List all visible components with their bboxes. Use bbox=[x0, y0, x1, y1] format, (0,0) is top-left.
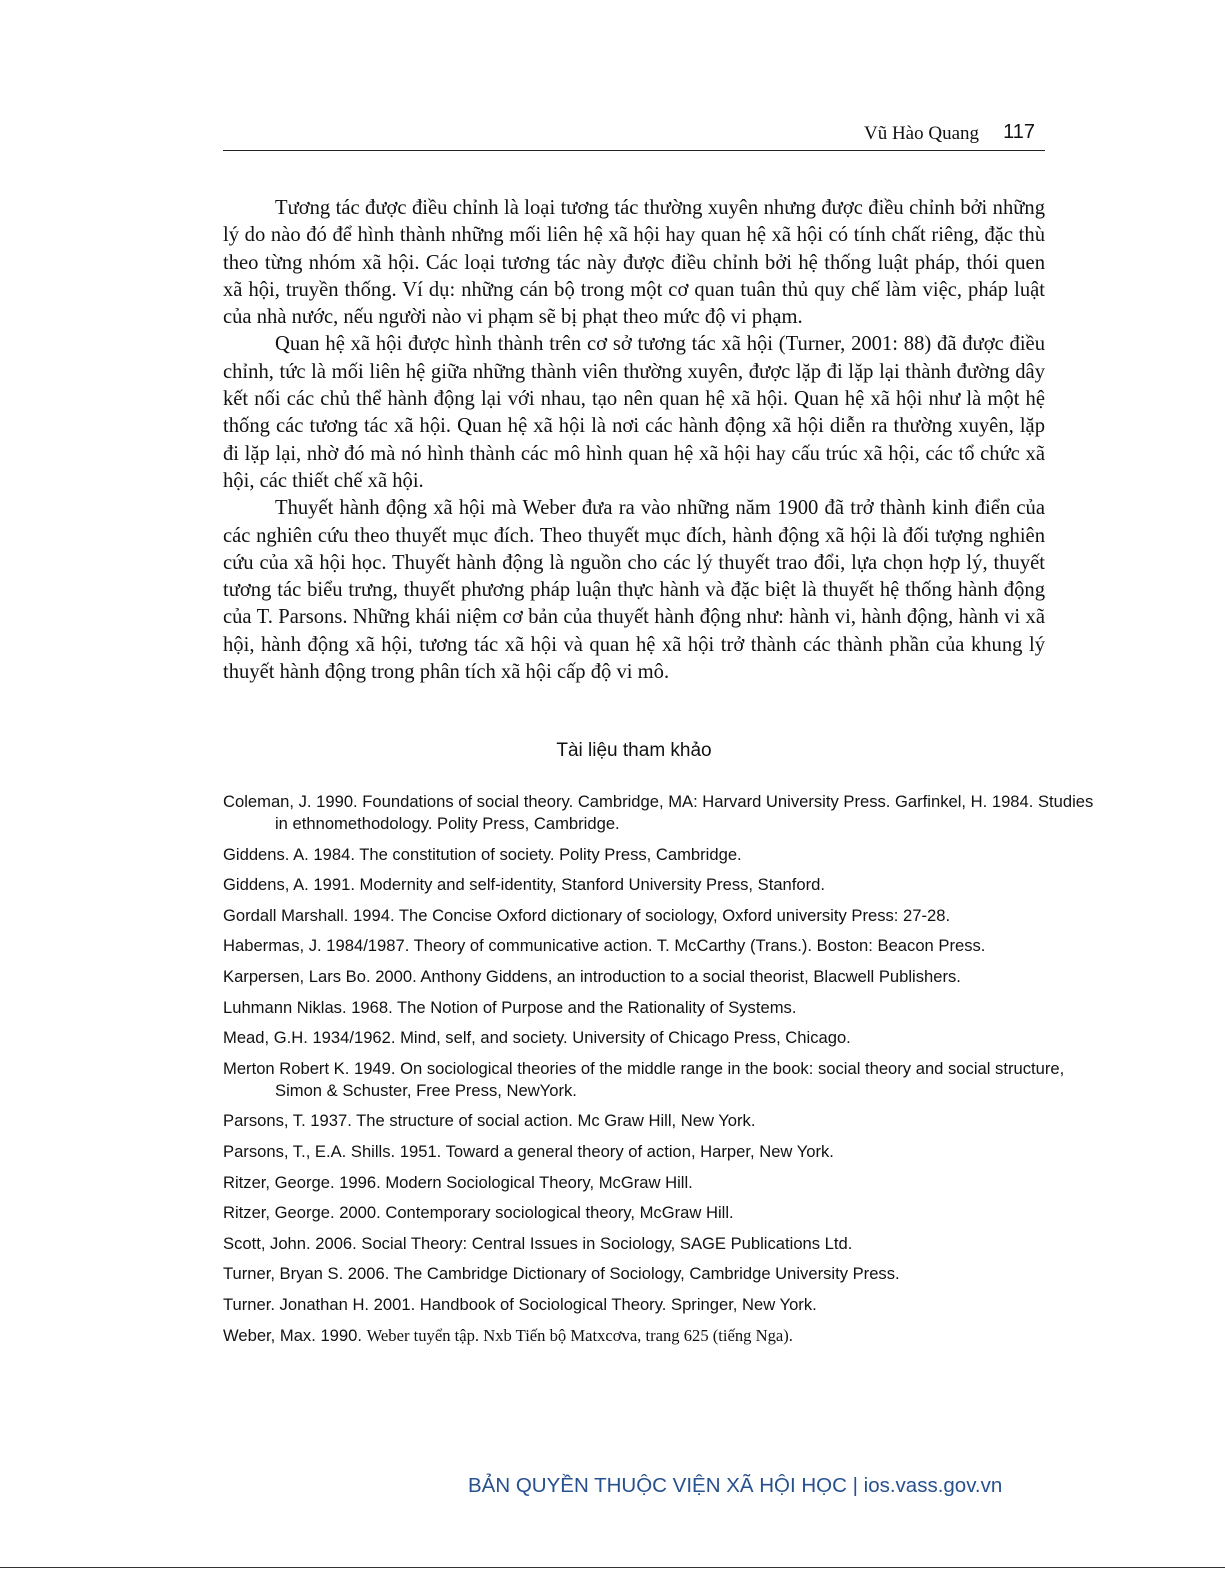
reference-item: Ritzer, George. 1996. Modern Sociological Theory, McGraw Hill. bbox=[223, 1172, 693, 1192]
reference-item: Luhmann Niklas. 1968. The Notion of Purpose and the Rationality of Systems. bbox=[223, 997, 797, 1017]
reference-item: Parsons, T. 1937. The structure of social action. Mc Graw Hill, New York. bbox=[223, 1111, 756, 1131]
body-text bbox=[223, 195, 1045, 686]
paragraph: Tương tác được điều chỉnh là loại tương tác thường xuyên nhưng được điều chỉnh bởi những lý do nào đó để hình thành những mối liên hệ xã hội hay quan hệ xã hội có tính chất riêng, đặc thù theo từng nhóm xã hội. Các loại tương tác này được điều chỉnh bởi hệ thống luật pháp, thói quen xã hội, truyền thống. Ví dụ: những cán bộ trong một cơ quan tuân thủ quy chế làm việc, pháp luật của nhà nước, nếu người nào vi phạm sẽ bị phạt theo mức độ vi phạm. bbox=[223, 197, 1045, 329]
reference-item: Gordall Marshall. 1994. The Concise Oxford dictionary of sociology, Oxford university Press: 27-28. bbox=[223, 905, 951, 925]
reference-prefix: Weber, Max. 1990. bbox=[223, 1325, 367, 1345]
reference-item: Ritzer, George. 2000. Contemporary sociological theory, McGraw Hill. bbox=[223, 1203, 734, 1223]
running-header bbox=[223, 118, 1045, 151]
reference-item: Giddens. A. 1984. The constitution of society. Polity Press, Cambridge. bbox=[223, 844, 742, 864]
reference-item: Turner. Jonathan H. 2001. Handbook of Sociological Theory. Springer, New York. bbox=[223, 1294, 817, 1314]
paragraph: Thuyết hành động xã hội mà Weber đưa ra vào những năm 1900 đã trở thành kinh điển của các nghiên cứu theo thuyết mục đích. Theo thuyết mục đích, hành động xã hội là đối tượng nghiên cứu của xã hội học. Thuyết hành động là nguồn cho các lý thuyết trao đổi, lựa chọn hợp lý, thuyết tương tác biểu trưng, thuyết phương pháp luận thực hành và đặc biệt là thuyết hệ thống hành động của T. Parsons. Những khái niệm cơ bản của thuyết hành động như: hành vi, hành động, hành vi xã hội, hành động xã hội, tương tác xã hội và quan hệ xã hội trở thành các thành phần của khung lý thuyết hành động trong phân tích xã hội cấp độ vi mô. bbox=[223, 497, 1045, 684]
reference-item: Habermas, J. 1984/1987. Theory of communicative action. T. McCarthy (Trans.). Boston: Beacon Press. bbox=[223, 936, 986, 956]
reference-item: Merton Robert K. 1949. On sociological theories of the middle range in the book: social theory and social structure, Simon & Schuster, Free Press, NewYork. bbox=[223, 1058, 1065, 1100]
references-heading: Tài liệu tham khảo bbox=[556, 740, 712, 761]
reference-rest: Weber tuyển tập. Nxb Tiến bộ Matxcơva, trang 625 (tiếng Nga). bbox=[366, 1325, 793, 1345]
reference-item: Scott, John. 2006. Social Theory: Central Issues in Sociology, SAGE Publications Ltd. bbox=[223, 1233, 853, 1253]
paragraph: Quan hệ xã hội được hình thành trên cơ sở tương tác xã hội (Turner, 2001: 88) đã được điều chỉnh, tức là mối liên hệ giữa những thành viên thường xuyên, được lặp đi lặp lại thành đường dây kết nối các chủ thể hành động lại với nhau, tạo nên quan hệ xã hội. Quan hệ xã hội như là một hệ thống các tương tác xã hội. Quan hệ xã hội là nơi các hành động xã hội diễn ra thường xuyên, lặp đi lặp lại, nhờ đó mà nó hình thành các mô hình quan hệ xã hội hay cấu trúc xã hội, các tổ chức xã hội, các thiết chế xã hội. bbox=[223, 333, 1045, 492]
copyright-footer: BẢN QUYỀN THUỘC VIỆN XÃ HỘI HỌC | ios.vass.gov.vn bbox=[468, 1474, 1003, 1497]
reference-item: Parsons, T., E.A. Shills. 1951. Toward a general theory of action, Harper, New York. bbox=[223, 1141, 834, 1161]
reference-item: Giddens, A. 1991. Modernity and self-identity, Stanford University Press, Stanford. bbox=[223, 875, 825, 895]
reference-item: Turner, Bryan S. 2006. The Cambridge Dictionary of Sociology, Cambridge University Press. bbox=[223, 1264, 900, 1284]
reference-item: Coleman, J. 1990. Foundations of social theory. Cambridge, MA: Harvard University Press. Garfinkel, H. 1984. Studies in ethnomethodology. Polity Press, Cambridge. bbox=[223, 792, 1094, 833]
page-number: 117 bbox=[1003, 121, 1035, 143]
reference-item-weber bbox=[223, 1325, 1103, 1347]
header-author: Vũ Hào Quang bbox=[863, 123, 979, 144]
reference-item: Karpersen, Lars Bo. 2000. Anthony Giddens, an introduction to a social theorist, Blacwell Publishers. bbox=[223, 966, 961, 986]
page-bottom-rule bbox=[0, 1567, 1225, 1568]
reference-item: Mead, G.H. 1934/1962. Mind, self, and society. University of Chicago Press, Chicago. bbox=[223, 1028, 851, 1048]
reference-list bbox=[223, 791, 1103, 1355]
